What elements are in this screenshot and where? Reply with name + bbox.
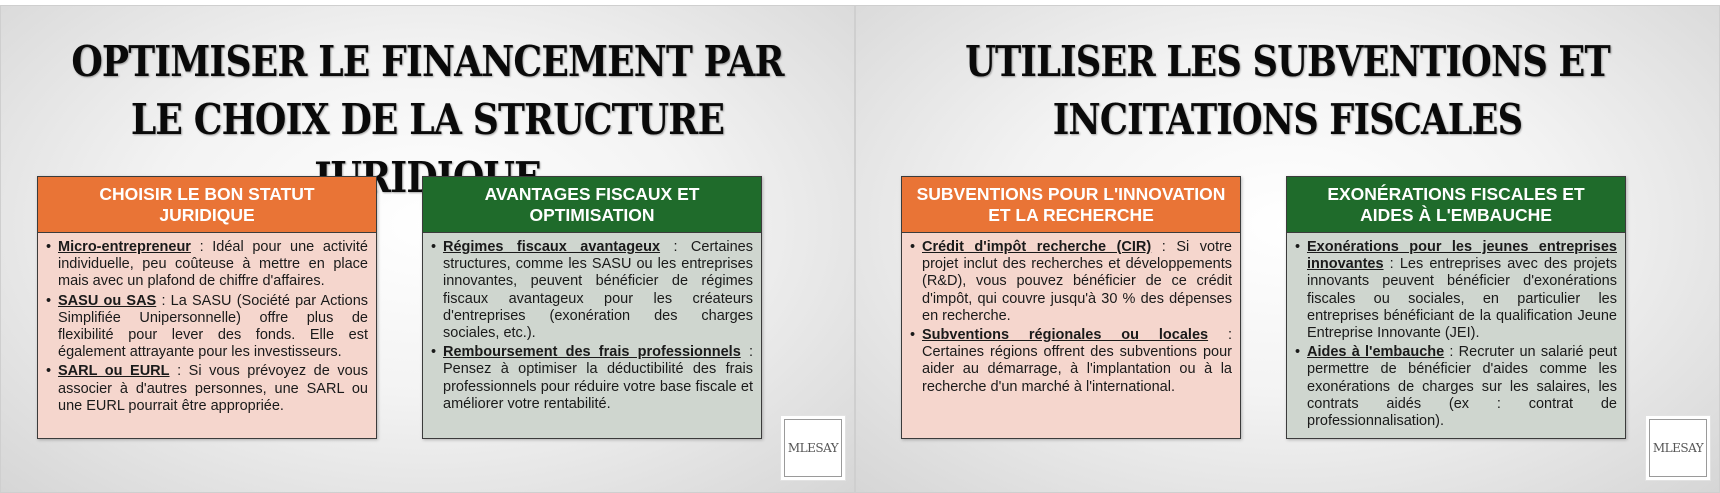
card-exonerations-embauche xyxy=(1286,176,1626,439)
item-text: : La SASU (Société par Actions Simplifiée Unipersonnelle) offre plus de flexibilité pour lever des fonds. Elle est également attrayante pour les investisseurs. xyxy=(58,292,369,361)
slide-left xyxy=(0,5,855,493)
item-text: : Si votre projet inclut des recherches et développements (R&D), vous pouvez bénéficier de ce crédit d'impôt, qui couvre jusqu'à 30 % des dépenses en recherche. xyxy=(922,239,1233,324)
list-item: • Régimes fiscaux avantageux : Certaines structures, comme les SASU ou les entreprises innovantes, peuvent bénéficier de régimes fiscaux avantageux pour les créateurs d'entreprises (exonération des charges sociales, etc.). xyxy=(431,239,753,342)
card-body xyxy=(1287,233,1625,438)
list-item: • Exonérations pour les jeunes entreprises innovantes : Les entreprises avec des projets innovants peuvent bénéficier d'exonérations fiscales ou sociales, en particulier les entreprises bénéficiant de la qualification Jeune Entreprise Innovante (JEI). xyxy=(1295,239,1617,342)
item-term: Aides à l'embauche xyxy=(1307,344,1445,361)
card-header: CHOISIR LE BON STATUT JURIDIQUE xyxy=(38,177,376,233)
slide-title: OPTIMISER LE FINANCEMENT PAR LE CHOIX DE LA STRUCTURE xyxy=(71,37,784,144)
slide-right xyxy=(855,5,1720,493)
list-item: • Subventions régionales ou locales : Certaines régions offrent des subventions pour aider au démarrage, à l'implantation ou à la recherche d'un marché à l'international. xyxy=(910,327,1232,395)
list-item: • Aides à l'embauche : Recruter un salarié peut permettre de bénéficier d'aides comme les exonérations de charges sur les salaires, les contrats aidés (ex : contrat de professionnalisation). xyxy=(1295,344,1617,430)
logo-mark: MLESAY xyxy=(1649,419,1707,477)
item-term: SASU ou SAS xyxy=(58,292,157,309)
card-header: AVANTAGES FISCAUX ET OPTIMISATION xyxy=(423,177,761,233)
item-text: : Si vous prévoyez de vous associer à d'autres personnes, une SARL ou une EURL pourrait être appropriée. xyxy=(58,363,368,414)
list-item: • SARL ou EURL : Si vous prévoyez de vous associer à d'autres personnes, une SARL ou une EURL pourrait être appropriée. xyxy=(46,363,368,414)
list-item: • Micro-entrepreneur : Idéal pour une activité individuelle, peu coûteuse à mettre en place mais avec un plafond de chiffre d'affaires. xyxy=(46,239,368,290)
item-term: Micro-entrepreneur xyxy=(58,239,191,255)
item-text: : Idéal pour une activité individuelle, peu coûteuse à mettre en place mais avec un plafond de chiffre d'affaires. xyxy=(58,239,368,290)
card-body xyxy=(423,233,761,438)
item-term: Régimes fiscaux avantageux xyxy=(443,239,661,255)
item-text: : Pensez à optimiser la déductibilité des frais professionnels pour réduire votre base fiscale et améliorer votre rentabilité. xyxy=(443,344,753,412)
card-statut-juridique xyxy=(37,176,377,439)
card-body xyxy=(902,233,1240,438)
item-term: SARL ou EURL xyxy=(58,363,170,380)
item-term: Crédit d'impôt recherche (CIR) xyxy=(922,239,1152,255)
list-item: • Crédit d'impôt recherche (CIR) : Si votre projet inclut des recherches et développements (R&D), vous pouvez bénéficier de ce crédit d'impôt, qui couvre jusqu'à 30 % des dépenses en recherche. xyxy=(910,239,1233,324)
card-header: SUBVENTIONS POUR L'INNOVATION ET LA RECHERCHE xyxy=(902,177,1240,233)
card-header: EXONÉRATIONS FISCALES ET AIDES À L'EMBAUCHE xyxy=(1287,177,1625,233)
item-term: Subventions régionales ou locales xyxy=(922,327,1209,344)
item-text: : Certaines régions offrent des subventions pour aider au démarrage, à l'implantation ou à la recherche d'un marché à l'international. xyxy=(922,327,1232,395)
logo xyxy=(780,415,846,481)
item-term: Exonérations pour les jeunes entreprises innovantes xyxy=(1307,239,1617,273)
item-text: : Recruter un salarié peut permettre de bénéficier d'aides comme les exonérations de charges sur les salaires, les contrats aidés (ex : contrat de professionnalisation). xyxy=(1307,344,1617,430)
list-item: • Remboursement des frais professionnels : Pensez à optimiser la déductibilité des frais professionnels pour réduire votre base fiscale et améliorer votre rentabilité. xyxy=(431,344,753,412)
item-text: : Les entreprises avec des projets innovants peuvent bénéficier d'exonérations fiscales ou sociales, en particulier les entreprises bénéficiant de la qualification Jeune Entreprise Innovante (JEI). xyxy=(1307,256,1617,342)
list-item: • SASU ou SAS : La SASU (Société par Actions Simplifiée Unipersonnelle) offre plus de flexibilité pour lever des fonds. Elle est également attrayante pour les investisseurs. xyxy=(46,292,369,361)
item-text: : Certaines structures, comme les SASU ou les entreprises innovantes, peuvent bénéficier de régimes fiscaux avantageux pour les créateurs d'entreprises (exonération des charges sociales, etc.). xyxy=(443,239,753,342)
card-body xyxy=(38,233,376,438)
slide-title: UTILISER LES SUBVENTIONS ET INCITATIONS FISCALES xyxy=(965,37,1610,144)
card-avantages-fiscaux xyxy=(422,176,762,439)
card-subventions-innovation xyxy=(901,176,1241,439)
logo xyxy=(1645,415,1711,481)
logo-mark: MLESAY xyxy=(784,419,842,477)
item-term: Remboursement des frais professionnels xyxy=(443,344,741,361)
